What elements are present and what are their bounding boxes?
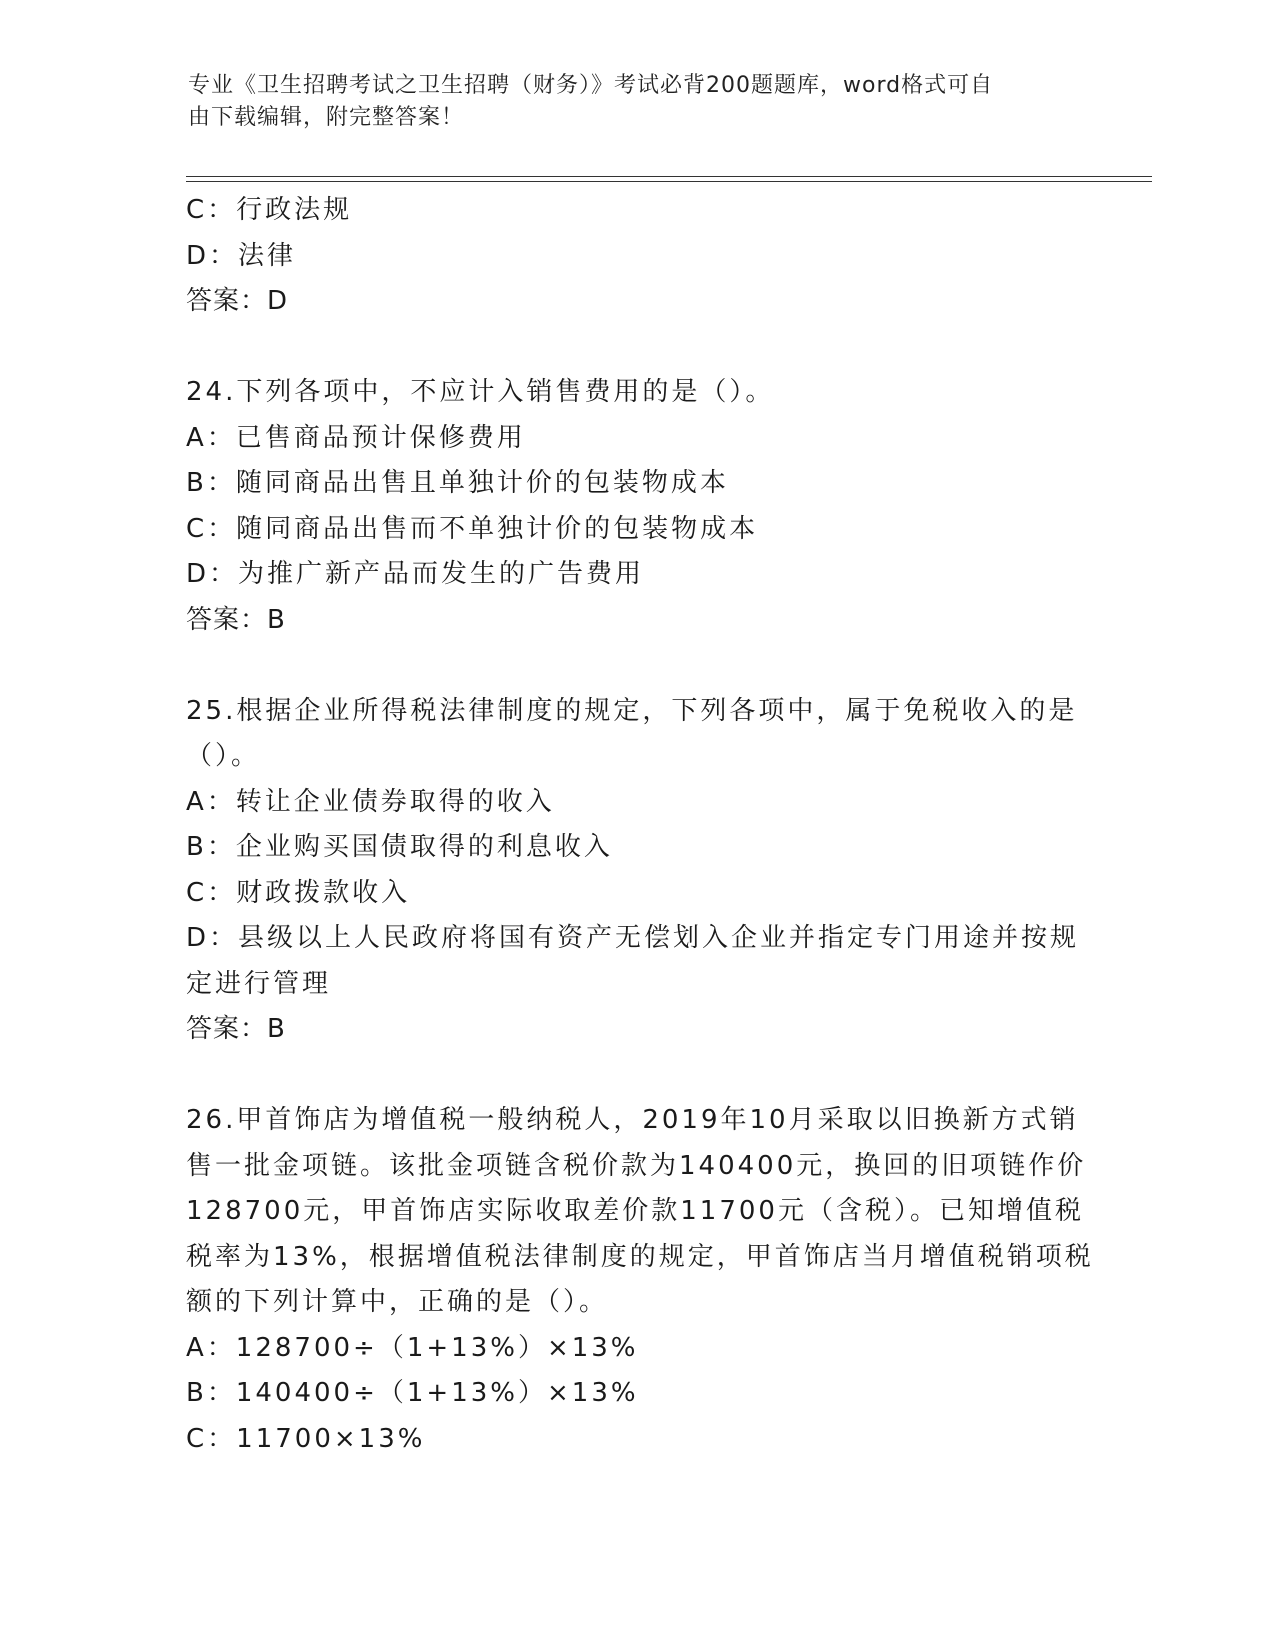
option-d-line-1: D：县级以上人民政府将国有资产无偿划入企业并指定专门用途并按规 (186, 923, 1080, 953)
spacer (186, 325, 1086, 371)
header-line-1: 专业《卫生招聘考试之卫生招聘（财务）》考试必背200题题库，word格式可自 (188, 73, 994, 98)
question-25 (186, 689, 1086, 1053)
header-divider-top (186, 176, 1152, 177)
option-b: B：140400÷（1+13%）×13% (186, 1378, 639, 1408)
spacer (186, 1053, 1086, 1099)
answer-line: 答案：D (186, 286, 289, 316)
question-text-line-4: 税率为13%，根据增值税法律制度的规定，甲首饰店当月增值税销项税 (186, 1241, 1094, 1272)
option-d: D：为推广新产品而发生的广告费用 (186, 559, 645, 589)
question-text-line-2: 售一批金项链。该批金项链含税价款为140400元，换回的旧项链作价 (186, 1150, 1087, 1181)
question-24 (186, 370, 1086, 643)
question-list (186, 188, 1094, 1462)
option-a: A：转让企业债券取得的收入 (186, 786, 555, 817)
question-text-line-1: 26.甲首饰店为增值税一般纳税人，2019年10月采取以旧换新方式销 (186, 1105, 1079, 1135)
option-b: B：随同商品出售且单独计价的包装物成本 (186, 468, 729, 498)
question-text: 24.下列各项中，不应计入销售费用的是（）。 (186, 377, 775, 407)
option-a: A：128700÷（1+13%）×13% (186, 1332, 639, 1363)
option-c: C：11700×13% (186, 1423, 426, 1454)
option-b: B：企业购买国债取得的利息收入 (186, 832, 613, 862)
spacer (186, 643, 1086, 689)
option-d: D：法律 (186, 240, 297, 271)
header-line-2: 由下载编辑，附完整答案！ (188, 105, 465, 130)
question-text-line-3: 128700元，甲首饰店实际收取差价款11700元（含税）。已知增值税 (186, 1196, 1084, 1226)
option-a: A：已售商品预计保修费用 (186, 422, 526, 453)
question-26 (186, 1098, 1094, 1462)
header-divider-bottom (186, 181, 1152, 182)
answer-line: 答案：B (186, 604, 286, 635)
option-d-line-2: 定进行管理 (186, 968, 332, 999)
page-header (188, 70, 1068, 134)
question-text-line-5: 额的下列计算中，正确的是（）。 (186, 1287, 609, 1317)
answer-line: 答案：B (186, 1014, 286, 1044)
option-c: C：行政法规 (186, 195, 353, 225)
option-c: C：财政拨款收入 (186, 877, 411, 908)
question-text-line-1: 25.根据企业所得税法律制度的规定，下列各项中，属于免税收入的是 (186, 695, 1078, 726)
question-text-line-2: （）。 (186, 741, 261, 771)
question-23-tail (186, 188, 1086, 325)
option-c: C：随同商品出售而不单独计价的包装物成本 (186, 513, 759, 544)
